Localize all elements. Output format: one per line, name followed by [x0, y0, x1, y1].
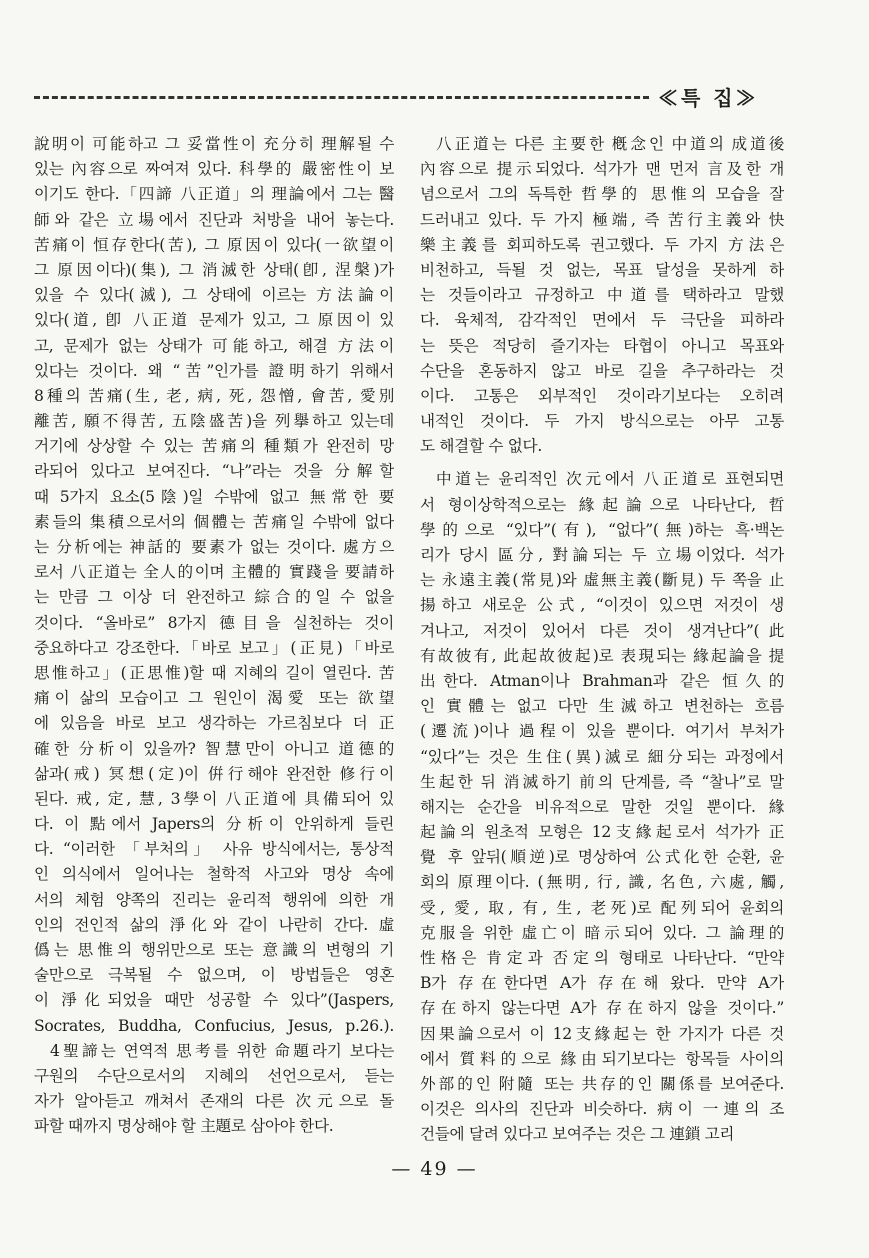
- header-dashed-rule: [34, 96, 649, 99]
- text-line: 는 것들이라고 규정하고 中道를 택하라고 말했: [420, 286, 784, 305]
- text-line: 해지는 순간을 비유적으로 말한 것일 뿐이다. 緣: [420, 797, 784, 816]
- text-line: 건들에 달려 있다고 보여주는 것은 그 連鎖 고리: [420, 1125, 735, 1144]
- text-line: 確한 分析이 있을까? 智慧만이 아니고 道德的: [34, 739, 394, 758]
- text-line: 學的으로 “있다”(有), “없다”(無)하는 흑·백논: [420, 520, 784, 539]
- right-text-column: [420, 132, 784, 1148]
- text-line: 이다. 고통은 외부적인 것이라기보다는 오히려: [420, 386, 784, 405]
- text-line: 고, 문제가 없는 상태가 可能하고, 해결 方法이: [34, 336, 394, 355]
- text-line: 이 淨化되었을 때만 성공할 수 있다”(Jaspers,: [34, 991, 394, 1010]
- text-line: 서 형이상학적으로는 緣起論으로 나타난다, 哲: [420, 495, 784, 514]
- text-line: 痛이 삶의 모습이고 그 원인이 渴愛 또는 欲望: [34, 689, 394, 708]
- text-line: 서의 체험 양쪽의 진리는 윤리적 행위에 의한 개: [34, 890, 394, 909]
- text-line: 存在하지 않는다면 A가 存在하지 않을 것이다.”: [420, 999, 784, 1018]
- text-line: 구원의 수단으로서의 지혜의 선언으로서, 듣는: [34, 1066, 394, 1085]
- text-line: 揚하고 새로운 公式, “이것이 있으면 저것이 생: [420, 596, 784, 615]
- text-line: “있다”는 것은 生住(異)滅로 細分되는 과정에서: [420, 747, 784, 766]
- text-line: 로서 八正道는 全人的이며 主體的 實踐을 要請하: [34, 563, 394, 582]
- text-line: 수단을 혼동하지 않고 바로 길을 추구하라는 것: [420, 361, 784, 380]
- text-line: 중요하다고 강조한다.「바로 보고」(正見)「바로: [34, 638, 394, 657]
- text-line: 다. 육체적, 감각적인 면에서 두 극단을 피하라: [420, 311, 784, 330]
- text-line: 因果論으로서 이 12支緣起는 한 가지가 다른 것: [420, 1024, 784, 1043]
- text-line: 는 만큼 그 이상 더 완전하고 綜合的일 수 없을: [34, 588, 394, 607]
- text-line: 회의 原理이다. (無明, 行, 識, 名色, 六處, 觸,: [420, 873, 784, 892]
- text-line: 出한다. Atman이나 Brahman과 같은 恒久的: [420, 671, 784, 690]
- text-line: 비천하고, 득될 것 없는, 목표 달성을 못하게 하: [420, 260, 784, 279]
- text-line: 인 의식에서 일어나는 철학적 사고와 명상 속에: [34, 865, 394, 884]
- text-line: 中道는 윤리적인 次元에서 八正道로 표현되면: [436, 470, 784, 489]
- text-line: 있는 內容으로 짜여져 있다. 科學的 嚴密性이 보: [34, 160, 394, 179]
- text-line: 내적인 것이다. 두 가지 방식으로는 아무 고통: [420, 412, 784, 431]
- text-line: 受, 愛, 取, 有, 生, 老死)로 配列되어 윤회의: [420, 898, 784, 917]
- text-line: 리가 당시 區分, 對論되는 두 立場이었다. 석가: [420, 546, 784, 564]
- text-line: B가 存在한다면 A가 存在해 왔다. 만약 A가: [420, 974, 784, 993]
- text-line: 는 分析에는 神話的 要素가 없는 것이다. 處方으: [34, 538, 394, 556]
- text-line: 삶과(戒) 冥想(定)이 倂行해야 완전한 修行이: [34, 764, 394, 783]
- text-line: 에서 質料的으로 緣由되기보다는 항목들 사이의: [420, 1049, 784, 1068]
- text-line: 념으로서 그의 독특한 哲學的 思惟의 모습을 잘: [420, 185, 784, 204]
- text-line: 內容으로 提示되었다. 석가가 맨 먼저 言及한 개: [420, 160, 784, 179]
- text-line: Socrates, Buddha, Confucius, Jesus, p.26.).: [34, 1016, 394, 1035]
- text-line: 인의 전인적 삶의 淨化와 같이 나란히 간다. 虛: [34, 915, 394, 934]
- text-line: 거기에 상상할 수 있는 苦痛의 種類가 완전히 망: [34, 437, 394, 456]
- section-label: ≪특 집≫: [658, 86, 759, 110]
- text-line: 起論의 원초적 모형은 12支緣起로서 석가가 正: [420, 823, 784, 842]
- text-line: 겨나고, 저것이 있어서 다른 것이 생겨난다”(此: [420, 621, 784, 640]
- text-line: 드러내고 있다. 두 가지 極端, 즉 苦行主義와 快: [420, 210, 784, 229]
- text-line: 外部的인 附隨 또는 共存的인 關係를 보여준다.: [420, 1074, 784, 1093]
- text-line: 素들의 集積으로서의 個體는 苦痛일 수밖에 없다: [34, 512, 394, 531]
- text-line: 有故彼有, 此起故彼起)로 表現되는 緣起論을 提: [420, 646, 784, 665]
- text-line: 그 原因이다)(集), 그 消滅한 상태(卽, 涅槃)가: [34, 260, 394, 279]
- text-line: 生起한 뒤 消滅하기 前의 단계를, 즉 “찰나”로 말: [420, 772, 784, 791]
- text-line: 술만으로 극복될 수 없으며, 이 방법들은 영혼: [34, 966, 394, 985]
- page-header: [34, 82, 794, 110]
- text-line: 八正道는 다른 主要한 槪念인 中道의 成道後: [436, 135, 784, 153]
- text-line: 파할 때까지 명상해야 할 主題로 삼아야 한다.: [34, 1117, 334, 1136]
- text-line: 이것은 의사의 진단과 비슷하다. 病이 一連의 조: [420, 1100, 784, 1119]
- text-line: 說明이 可能하고 그 妥當性이 充分히 理解될 수: [34, 135, 394, 153]
- text-line: 것이다. “올바로” 8가지 德目을 실천하는 것이: [34, 613, 394, 632]
- text-line: 性格은 肯定과 否定의 형태로 나타난다. “만약: [420, 949, 784, 967]
- text-line: 때 5가지 요소(5陰)일 수밖에 없고 無常한 要: [34, 487, 394, 506]
- text-line: 苦痛이 恒存한다(苦), 그 原因이 있다(一欲望이: [34, 235, 394, 254]
- text-line: 8種의 苦痛(生, 老, 病, 死, 怨憎, 會苦, 愛別: [34, 386, 394, 405]
- text-line: 인 實體는 없고 다만 生滅하고 변천하는 흐름: [420, 697, 784, 716]
- text-line: 있다(道, 卽 八正道 문제가 있고, 그 原因이 있: [34, 311, 394, 330]
- text-line: 覺 후 앞뒤(順逆)로 명상하여 公式化한 순환, 윤: [420, 848, 784, 867]
- text-line: 樂主義를 회피하도록 권고했다. 두 가지 方法은: [420, 235, 784, 254]
- text-line: 克服을 위한 虛亡이 暗示되어 있다. 그 論理的: [420, 923, 784, 942]
- text-line: 에 있음을 바로 보고 생각하는 가르침보다 더 正: [34, 714, 394, 733]
- text-line: 된다. 戒, 定, 慧, 3學이 八正道에 具備되어 있: [34, 789, 394, 808]
- text-line: 라되어 있다고 보여진다. “나”라는 것을 分解할: [34, 462, 394, 481]
- text-line: 다. 이 點에서 Japers의 分析이 안위하게 들린: [34, 815, 394, 834]
- text-line: 다. “이러한 「부처의」 사유 방식에서는, 통상적: [34, 840, 394, 859]
- text-line: 師와 같은 立場에서 진단과 처방을 내어 놓는다.: [34, 210, 394, 229]
- left-text-column: [34, 132, 394, 1140]
- text-line: 이기도 한다.「四諦 八正道」의 理論에서 그는 醫: [34, 185, 394, 204]
- text-line: 자가 알아듣고 깨쳐서 존재의 다른 次元으로 돌: [34, 1092, 394, 1111]
- page-number: — 49 —: [391, 1158, 478, 1180]
- text-line: 思惟하고」(正思惟)할 때 지혜의 길이 열린다. 苦: [34, 663, 394, 682]
- text-line: 있다는 것이다. 왜 “苦”인가를 證明하기 위해서: [34, 361, 394, 380]
- text-line: 있을 수 있다(滅), 그 상태에 이르는 方法論이: [34, 286, 394, 305]
- text-line: 는 뜻은 적당히 즐기자는 타협이 아니고 목표와: [420, 336, 784, 355]
- text-line: 離苦, 願不得苦, 五陰盛苦)을 列擧하고 있는데: [34, 412, 394, 431]
- text-line: 僞는 思惟의 행위만으로 또는 意識의 변형의 기: [34, 941, 394, 959]
- text-line: 4聖諦는 연역적 思考를 위한 命題라기 보다는: [50, 1041, 394, 1060]
- text-line: 는 永遠主義(常見)와 虛無主義(斷見) 두 쪽을 止: [420, 571, 784, 590]
- text-line: (遷流)이나 過程이 있을 뿐이다. 여기서 부처가: [420, 722, 784, 741]
- text-line: 도 해결할 수 없다.: [420, 437, 542, 456]
